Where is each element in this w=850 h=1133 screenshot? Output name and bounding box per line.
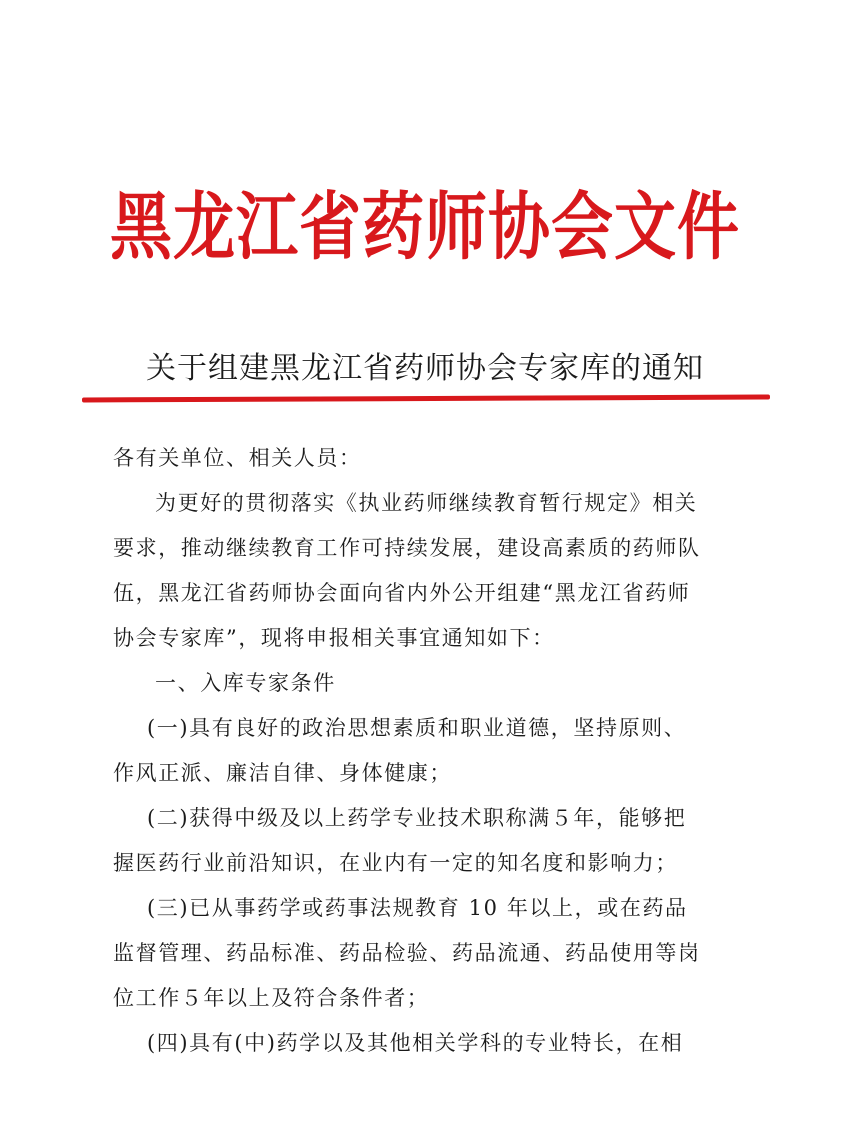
paragraph-line: 为更好的贯彻落实《执业药师继续教育暂行规定》相关 xyxy=(155,491,698,515)
document-masthead: 黑龙江省药师协会文件 xyxy=(109,183,740,270)
paragraph-line: 监督管理、药品标准、药品检验、药品流通、药品使用等岗 xyxy=(113,941,701,965)
paragraph-line: 握医药行业前沿知识，在业内有一定的知名度和影响力； xyxy=(113,851,678,875)
red-separator-line xyxy=(82,394,770,402)
notice-body xyxy=(113,436,728,1066)
list-item: (二)获得中级及以上药学专业技术职称满５年，能够把 xyxy=(147,806,687,830)
notice-title: 关于组建黑龙江省药师协会专家库的通知 xyxy=(146,351,704,386)
paragraph-line: 伍，黑龙江省药师协会面向省内外公开组建“黑龙江省药师 xyxy=(113,581,691,605)
list-item: (四)具有(中)药学以及其他相关学科的专业特长，在相 xyxy=(147,1031,684,1055)
paragraph-line: 位工作５年以上及符合条件者； xyxy=(113,986,430,1010)
salutation: 各有关单位、相关人员： xyxy=(113,446,362,470)
paragraph-line: 作风正派、廉洁自律、身体健康； xyxy=(113,761,452,785)
list-item: (三)已从事药学或药事法规教育 10 年以上，或在药品 xyxy=(147,896,688,920)
paragraph-line: 要求，推动继续教育工作可持续发展，建设高素质的药师队 xyxy=(113,536,701,560)
list-item: (一)具有良好的政治思想素质和职业道德，坚持原则、 xyxy=(147,716,687,740)
paragraph-line: 协会专家库”，现将申报相关事宜通知如下： xyxy=(113,626,555,650)
section-heading: 一、入库专家条件 xyxy=(155,671,336,695)
